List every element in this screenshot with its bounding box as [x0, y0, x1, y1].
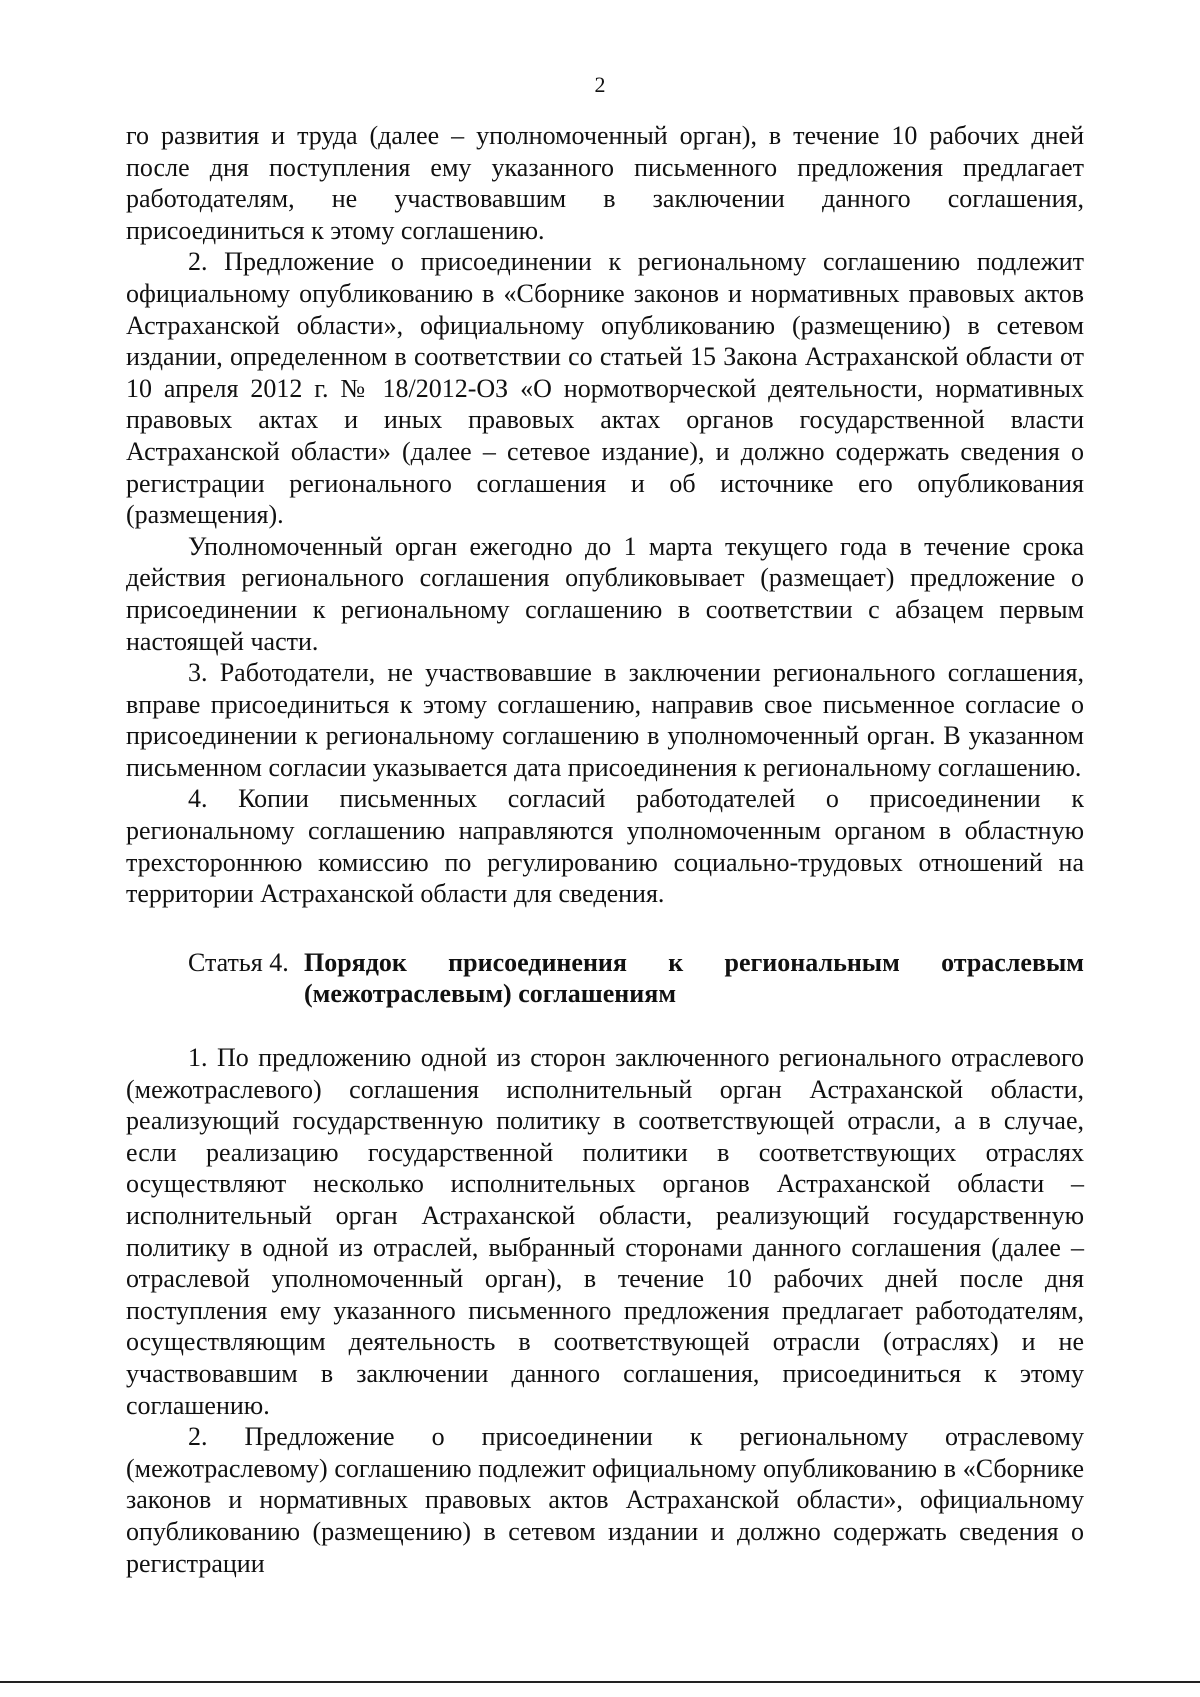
bottom-rule [0, 1681, 1200, 1683]
article-title-line-2: (межотраслевым) соглашениям [304, 979, 677, 1009]
article-title [304, 947, 1084, 1010]
article-4-part-1: 1. По предложению одной из сторон заключенного регионального отраслевого (межотраслевого) соглашения исполнительный орган Астраханской области, реализующий государственную политику в соответствующей отрасли, а в случае, если реализацию государственной политики в соответствующих отраслях осуществляют несколько исполнительных органов Астраханской области – исполнительный орган Астраханской области, реализующий государственную политику в одной из отраслей, выбранный сторонами данного соглашения (далее – отраслевой уполномоченный орган), в течение 10 рабочих дней после дня поступления ему указанного письменного предложения предлагает работодателям, осуществляющим деятельность в соответствующей отрасли (отраслях) и не участвовавшим в заключении данного соглашения, присоединиться к этому соглашению. [126, 1043, 1084, 1420]
paragraph-continuation: го развития и труда (далее – уполномоченный орган), в течение 10 рабочих дней после дня поступления ему указанного письменного предложения предлагает работодателям, не участвовавшим в заключении данного соглашения, присоединиться к этому соглашению. [126, 121, 1084, 245]
page-number: 2 [594, 72, 606, 97]
paragraph-part-2: 2. Предложение о присоединении к региональному соглашению подлежит официальному опубликованию в «Сборнике законов и нормативных правовых актов Астраханской области», официальному опубликованию (размещению) в сетевом издании, определенном в соответствии со статьей 15 Закона Астраханской области от 10 апреля 2012 г. № 18/2012-ОЗ «О нормотворческой деятельности, нормативных правовых актах и иных правовых актах органов государственной власти Астраханской области» (далее – сетевое издание), и должно содержать сведения о регистрации регионального соглашения и об источнике его опубликования (размещения). [126, 247, 1084, 530]
article-4-part-2: 2. Предложение о присоединении к региональному отраслевому (межотраслевому) соглашению подлежит официальному опубликованию в «Сборнике законов и нормативных правовых актов Астраханской области», официальному опубликованию (размещению) в сетевом издании и должно содержать сведения о регистрации [126, 1422, 1084, 1578]
article-title-line-1: Порядок присоединения к региональным отраслевым [304, 947, 1084, 977]
article-label: Статья 4. [188, 947, 289, 977]
document-body [126, 120, 1084, 1579]
article-heading [126, 947, 1084, 1010]
paragraph-part-3: 3. Работодатели, не участвовавшие в заключении регионального соглашения, вправе присоединиться к этому соглашению, направив свое письменное согласие о присоединении к региональному соглашению в уполномоченный орган. В указанном письменном согласии указывается дата присоединения к региональному соглашению. [126, 658, 1084, 782]
paragraph-annual-publication: Уполномоченный орган ежегодно до 1 марта текущего года в течение срока действия регионального соглашения опубликовывает (размещает) предложение о присоединении к региональному соглашению в соответствии с абзацем первым настоящей части. [126, 531, 1084, 656]
paragraph-part-4: 4. Копии письменных согласий работодателей о присоединении к региональному соглашению направляются уполномоченным органом в областную трехстороннюю комиссию по регулированию социально-трудовых отношений на территории Астраханской области для сведения. [126, 784, 1084, 909]
